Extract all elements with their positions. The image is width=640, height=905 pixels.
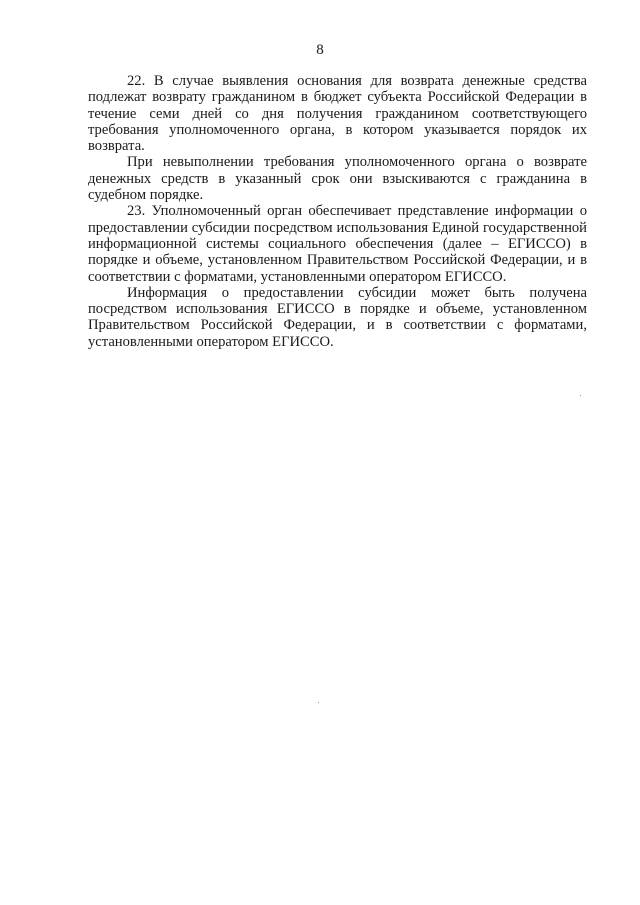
paragraph-23: 23. Уполномоченный орган обеспечивает представление информации о предоставлении субсидии посредством использования Единой государственной информационной системы социального обеспечения (далее – ЕГИССО) в порядке и объеме, установленном Правительством Российской Федерации, и в соответствии с форматами, установленными оператором ЕГИССО. xyxy=(88,203,587,285)
scan-speck xyxy=(580,395,581,396)
page-number: 8 xyxy=(316,42,324,58)
document-body xyxy=(88,73,587,350)
scan-speck xyxy=(318,702,319,703)
paragraph-22: 22. В случае выявления основания для возврата денежные средства подлежат возврату гражданином в бюджет субъекта Российской Федерации в течение семи дней со дня получения гражданином соответствующего требования уполномоченного органа, в котором указывается порядок их возврата. xyxy=(88,73,587,155)
paragraph-egisso-info: Информация о предоставлении субсидии может быть получена посредством использования ЕГИССО в порядке и объеме, установленном Правительством Российской Федерации, и в соответствии с форматами, установленными оператором ЕГИССО. xyxy=(88,284,587,350)
paragraph-court-recovery: При невыполнении требования уполномоченного органа о возврате денежных средств в указанный срок они взыскиваются с гражданина в судебном порядке. xyxy=(88,154,587,204)
